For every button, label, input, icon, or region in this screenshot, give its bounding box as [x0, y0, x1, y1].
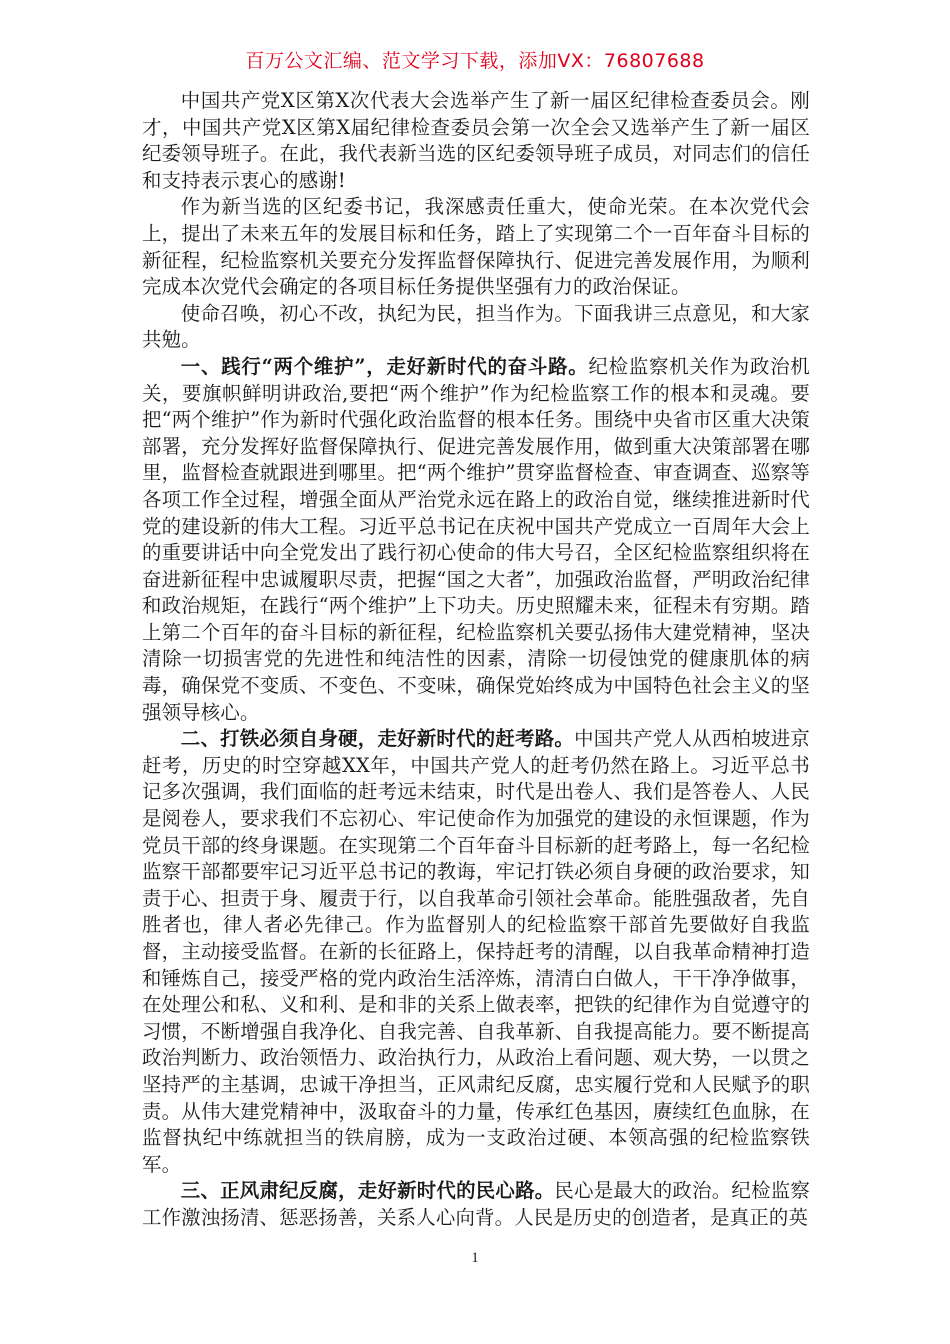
paragraph-text: 中国共产党X区第X次代表大会选举产生了新一届区纪律检查委员会。刚才，中国共产党X区第X届纪律检查委员会第一次全会又选举产生了新一届区纪委领导班子。在此，我代表新当选的区纪委领导班子成员，对同志们的信任和支持表示衷心的感谢! [142, 89, 810, 192]
download-banner: 百万公文汇编、范文学习下载，添加VX：76807688 [245, 50, 705, 72]
paragraph-point-one [142, 354, 810, 726]
section-heading-one: 一、践行“两个维护”，走好新时代的奋斗路。 [180, 354, 589, 378]
paragraph-point-two [142, 726, 810, 1178]
section-heading-three: 三、正风肃纪反腐，走好新时代的民心路。 [180, 1179, 555, 1203]
section-heading-two: 二、打铁必须自身硬，走好新时代的赶考路。 [180, 727, 575, 751]
paragraph-text: 作为新当选的区纪委书记，我深感责任重大，使命光荣。在本次党代会上，提出了未来五年的发展目标和任务，踏上了实现第二个一百年奋斗目标的新征程，纪检监察机关要充分发挥监督保障执行、促进完善发展作用，为顺利完成本次党代会确定的各项目标任务提供坚强有力的政治保证。 [142, 195, 810, 299]
document-body [142, 88, 810, 1232]
paragraph-text: 中国共产党人从西柏坡进京赶考，历史的时空穿越XX年，中国共产党人的赶考仍然在路上。习近平总书记多次强调，我们面临的赶考远未结束，时代是出卷人、我们是答卷人、人民是阅卷人，要求我们不忘初心、牢记使命作为加强党的建设的永恒课题，作为党员干部的终身课题。在实现第二个百年奋斗目标新的赶考路上，每一名纪检监察干部都要牢记习近平总书记的教诲，牢记打铁必须自身硬的政治要求，知责于心、担责于身、履责于行，以自我革命引领社会革命。能胜强敌者，先自胜者也，律人者必先律己。作为监督别人的纪检监察干部首先要做好自我监督，主动接受监督。在新的长征路上，保持赶考的清醒，以自我革命精神打造和锤炼自己，接受严格的党内政治生活淬炼，清清白白做人，干干净净做事，在处理公和私、义和利、是和非的关系上做表率，把铁的纪律作为自觉遵守的习惯，不断增强自我净化、自我完善、自我革新、自我提高能力。要不断提高政治判断力、政治领悟力、政治执行力，从政治上看问题、观大势，一以贯之坚持严的主基调，忠诚干净担当，正风肃纪反腐，忠实履行党和人民赋予的职责。从伟大建党精神中，汲取奋斗的力量，传承红色基因，赓续红色血脉，在监督执纪中练就担当的铁肩膀，成为一支政治过硬、本领高强的纪检监察铁军。 [142, 727, 810, 1176]
paragraph-text: 使命召唤，初心不改，执纪为民，担当作为。下面我讲三点意见，和大家共勉。 [142, 301, 810, 352]
paragraph-mission [142, 194, 810, 300]
paragraph-text: 纪检监察机关作为政治机关，要旗帜鲜明讲政治,要把“两个维护”作为纪检监察工作的根本和灵魂。要把“两个维护”作为新时代强化政治监督的根本任务。围绕中央省市区重大决策部署，充分发挥好监督保障执行、促进完善发展作用，做到重大决策部署在哪里，监督检查就跟进到哪里。把“两个维护”贯穿监督检查、审查调查、巡察等各项工作全过程，增强全面从严治党永远在路上的政治自觉，继续推进新时代党的建设新的伟大工程。习近平总书记在庆祝中国共产党成立一百周年大会上的重要讲话中向全党发出了践行初心使命的伟大号召，全区纪检监察组织将在奋进新征程中忠诚履职尽责，把握“国之大者”，加强政治监督，严明政治纪律和政治规矩，在践行“两个维护”上下功夫。历史照耀未来，征程未有穷期。踏上第二个百年的奋斗目标的新征程，纪检监察机关要弘扬伟大建党精神，坚决清除一切损害党的先进性和纯洁性的因素，清除一切侵蚀党的健康肌体的病毒，确保党不变质、不变色、不变味，确保党始终成为中国特色社会主义的坚强领导核心。 [142, 354, 810, 724]
paragraph-point-three [142, 1178, 810, 1231]
paragraph-opening [142, 88, 810, 194]
paragraph-intro-points [142, 301, 810, 354]
paragraph-text: 民心是最大的政治。纪检监察工作激浊扬清、惩恶扬善，关系人心向背。人民是历史的创造者，是真正的英 [142, 1179, 810, 1229]
page-number: 1 [471, 1250, 479, 1266]
